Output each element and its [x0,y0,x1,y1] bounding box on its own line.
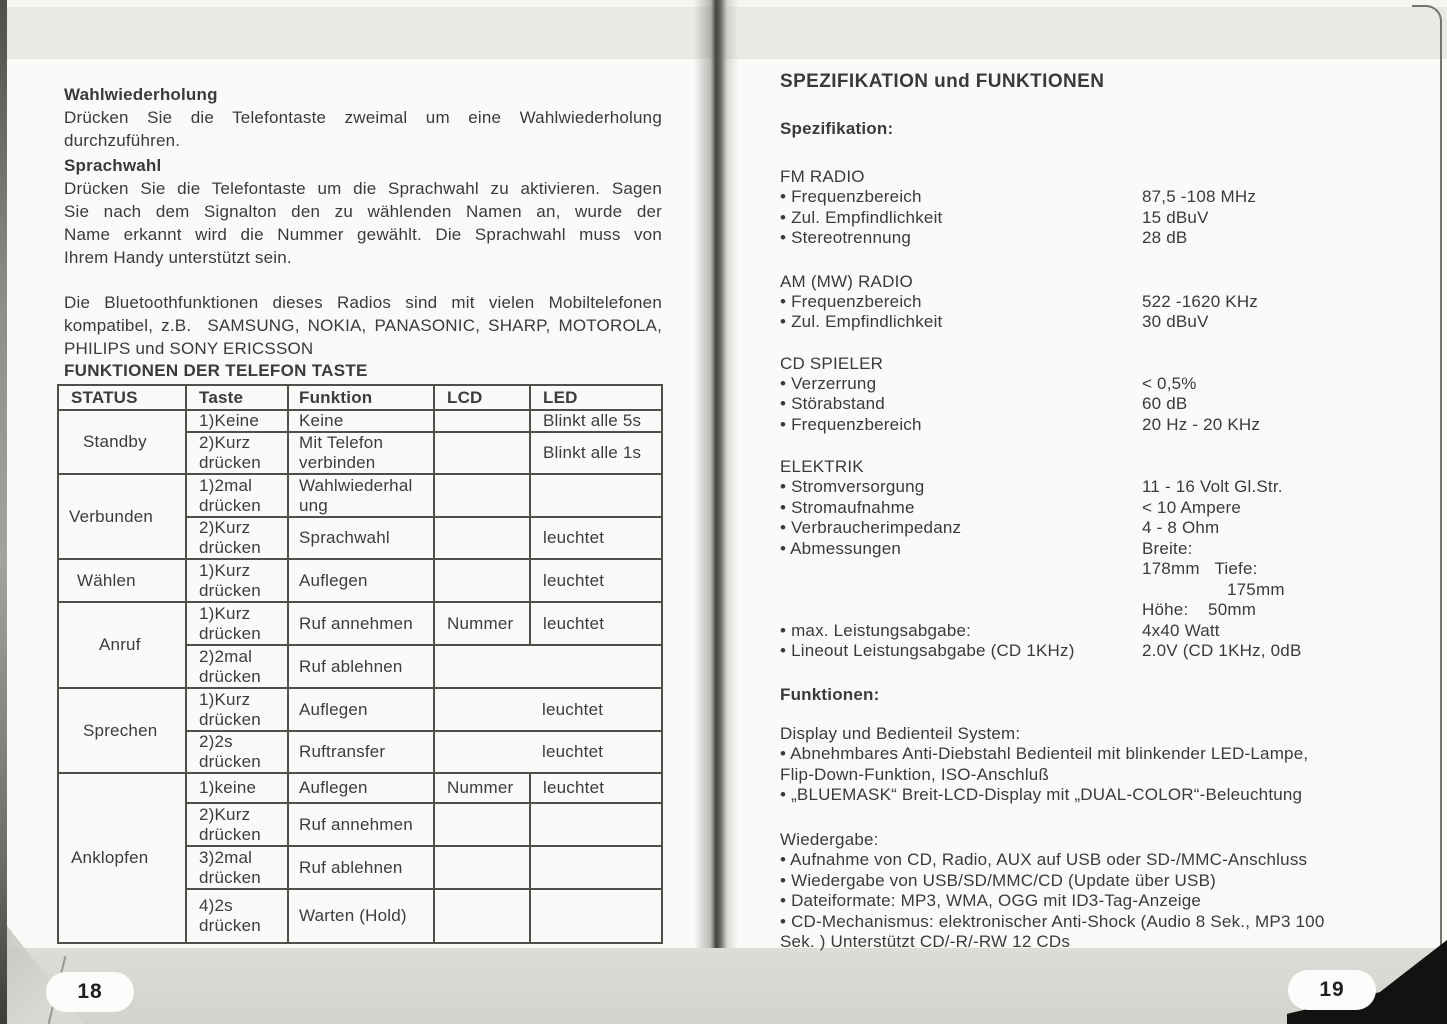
text-line: PHILIPS und SONY ERICSSON [64,339,314,358]
page-number-text: 19 [1319,978,1345,1001]
spec-item [780,394,1408,415]
status-cell: Standby [58,410,186,474]
col-header-taste: Taste [186,385,288,410]
text-line: durchzuführen. [64,131,181,150]
spec-item [780,228,1408,249]
taste-cell: 2)Kurz drücken [186,432,288,474]
spec-value: 4x40 Watt [1142,620,1220,640]
taste-cell: 2)2s drücken [186,731,288,773]
lcd-cell [434,731,530,773]
lcd-cell [434,645,530,688]
text-line: kompatibel, z.B. SAMSUNG, NOKIA, PANASONIC, SHARP, MOTOROLA, [64,316,662,335]
status-cell: Verbunden [58,474,186,559]
status-cell: Wählen [58,559,186,602]
led-cell [530,889,662,943]
lcd-cell [434,889,530,943]
heading-funktionen-der-telefon-taste: FUNKTIONEN DER TELEFON TASTE [64,361,368,380]
led-cell: Blinkt alle 1s [530,432,662,474]
spec-value: 522 -1620 KHz [1142,291,1259,311]
led-cell [530,645,662,688]
paragraph-bluetooth-kompatibilitaet [64,291,662,360]
taste-cell: 1)keine [186,773,288,803]
taste-cell: 2)Kurz drücken [186,803,288,846]
led-cell: Blinkt alle 5s [530,410,662,432]
spec-item [780,621,1408,642]
spec-item [780,498,1408,519]
scan-left-edge [0,0,7,1024]
spec-value: 87,5 -108 MHz [1142,187,1257,206]
table-row [58,559,662,602]
led-cell: leuchtet [530,517,662,559]
text-line: Ihrem Handy unterstützt sein. [64,248,292,267]
spec-value: 20 Hz - 20 KHz [1142,414,1261,434]
scan-bottom-shadow-band [7,948,1441,1024]
taste-cell: 1)2mal drücken [186,474,288,517]
spec-label [780,600,1142,621]
spec-value: < 0,5% [1142,373,1197,393]
status-cell: Anklopfen [58,773,186,943]
col-header-status: STATUS [58,385,186,410]
spec-item [780,415,1408,436]
spec-item [780,312,1408,333]
lcd-cell [434,559,530,602]
col-header-led: LED [530,385,662,410]
spec-value: 4 - 8 Ohm [1142,518,1220,537]
col-header-lcd: LCD [434,385,530,410]
spec-item [780,208,1408,229]
taste-cell: 1)Kurz drücken [186,602,288,645]
spec-label [780,559,1142,580]
spec-group-title: AM (MW) RADIO [780,271,913,291]
spec-item [780,559,1408,580]
lcd-cell [434,517,530,559]
funktion-cell: Keine [288,410,434,432]
spec-value: 60 dB [1142,394,1188,413]
text-line: Sek. ) Unterstützt CD/-R/-RW 12 CDs [780,932,1071,951]
spec-item [780,292,1408,313]
page-right-content [780,70,1408,953]
spec-label: • Abmessungen [780,538,902,558]
text-line: • Aufnahme von CD, Radio, AUX auf USB oder SD-/MMC-Anschluss [780,850,1308,869]
spec-label: • max. Leistungsabgabe: [780,620,972,640]
spec-value: 15 dBuV [1142,207,1209,227]
spec-group-cd-spieler [780,353,1408,436]
funktion-cell: Ruf ablehnen [288,645,434,688]
lcd-cell [434,474,530,517]
page-number-left [46,972,134,1012]
funktion-cell: Warten (Hold) [288,889,434,943]
page-right-edge-line [1440,28,1442,958]
funktion-cell: Auflegen [288,773,434,803]
spec-value: 28 dB [1142,228,1188,247]
taste-cell: 1)Keine [186,410,288,432]
spec-label: • Frequenzbereich [780,414,922,434]
led-cell: leuchtet [530,559,662,602]
spec-group-am-radio [780,271,1408,333]
telefon-taste-table [57,384,663,944]
funktion-cell: Sprachwahl [288,517,434,559]
spec-group-title: ELEKTRIK [780,457,864,476]
spec-label: • Lineout Leistungsabgabe (CD 1KHz) [780,641,1075,660]
spec-label: • Frequenzbereich [780,291,922,311]
taste-cell: 4)2s drücken [186,889,288,943]
page-number-right [1288,970,1376,1010]
table-row [58,688,662,731]
text-line: Name erkannt wird die Nummer gewählt. Die Sprachwahl muss von [64,225,662,244]
status-cell: Sprechen [58,688,186,773]
heading-funktionen: Funktionen: [780,684,880,704]
spec-label: • Verbraucherimpedanz [780,518,962,537]
funktionen-wiedergabe-title: Wiedergabe: [780,829,879,849]
spec-item [780,477,1408,498]
lcd-cell [434,410,530,432]
spec-value: 30 dBuV [1142,312,1209,331]
text-line: Flip-Down-Funktion, ISO-Anschluß [780,764,1050,784]
funktion-cell: Ruftransfer [288,731,434,773]
table-row [58,773,662,803]
spec-label: • Zul. Empfindlichkeit [780,312,943,331]
paragraph-wahlwiederholung [64,106,662,152]
funktion-cell: Auflegen [288,559,434,602]
spec-label: • Störabstand [780,394,885,413]
funktionen-display-title: Display und Bedienteil System: [780,723,1021,743]
funktion-cell: Auflegen [288,688,434,731]
spec-label: • Stereotrennung [780,228,912,247]
taste-cell: 1)Kurz drücken [186,688,288,731]
page-left-content [64,84,662,381]
book-gutter-shadow [694,0,738,1024]
spec-item [780,518,1408,539]
text-line: • CD-Mechanismus: elektronischer Anti-Shock (Audio 8 Sek., MP3 100 [780,911,1325,931]
led-cell: leuchtet [530,688,662,731]
funktion-cell: Ruf annehmen [288,602,434,645]
led-cell [530,803,662,846]
taste-cell: 2)2mal drücken [186,645,288,688]
taste-cell: 1)Kurz drücken [186,559,288,602]
spec-value: Breite: [1142,538,1193,558]
spec-value: 11 - 16 Volt Gl.Str. [1142,477,1283,496]
table-header-row [58,385,662,410]
lcd-cell: Nummer [434,602,530,645]
spec-item [780,374,1408,395]
spec-group-title: CD SPIELER [780,353,884,373]
table-row [58,474,662,517]
spec-label: • Stromaufnahme [780,497,915,517]
heading-sprachwahl: Sprachwahl [64,156,162,175]
spec-label: • Verzerrung [780,373,877,393]
lcd-cell [434,432,530,474]
funktion-cell: Wahlwiederhal ung [288,474,434,517]
funktionen-wiedergabe-section [780,830,1408,953]
lcd-cell [434,803,530,846]
funktion-cell: Ruf annehmen [288,803,434,846]
spec-value: 2.0V (CD 1KHz, 0dB [1142,641,1302,660]
text-line: • Dateiformate: MP3, WMA, OGG mit ID3-Tag-Anzeige [780,891,1202,910]
text-line: • „BLUEMASK“ Breit-LCD-Display mit „DUAL-COLOR“-Beleuchtung [780,785,1303,804]
spec-label: • Stromversorgung [780,477,925,496]
text-line: Drücken Sie die Telefontaste um die Sprachwahl zu aktivieren. Sagen [64,179,662,198]
heading-wahlwiederholung: Wahlwiederholung [64,85,218,104]
spec-item [780,641,1408,662]
spec-value: 178mm Tiefe: [1142,559,1258,578]
spec-label [780,580,1142,601]
lcd-cell [434,846,530,889]
text-line: Drücken Sie die Telefontaste zweimal um eine Wahlwiederholung [64,108,662,127]
spec-value: < 10 Ampere [1142,497,1242,517]
taste-cell: 3)2mal drücken [186,846,288,889]
heading-spezifikation: Spezifikation: [780,119,894,138]
lcd-cell: Nummer [434,773,530,803]
led-cell [530,846,662,889]
text-line: Die Bluetoothfunktionen dieses Radios sind mit vielen Mobiltelefonen [64,293,662,312]
spec-label: • Frequenzbereich [780,187,922,206]
led-cell: leuchtet [530,773,662,803]
spec-item [780,539,1408,560]
col-header-funktion: Funktion [288,385,434,410]
spec-group-fm-radio [780,166,1408,249]
spec-item [780,580,1408,601]
status-cell: Anruf [58,602,186,688]
taste-cell: 2)Kurz drücken [186,517,288,559]
text-line: • Wiedergabe von USB/SD/MMC/CD (Update über USB) [780,870,1216,890]
table-row [58,602,662,645]
lcd-cell [434,688,530,731]
funktion-cell: Ruf ablehnen [288,846,434,889]
spec-group-elektrik [780,456,1408,662]
spec-item [780,600,1408,621]
table-row [58,410,662,432]
page-title: SPEZIFIKATION und FUNKTIONEN [780,71,1105,92]
funktion-cell: Mit Telefon verbinden [288,432,434,474]
spec-value: 175mm [1227,579,1285,599]
page-right-top-corner-edge [1412,5,1442,35]
text-line: • Abnehmbares Anti-Diebstahl Bedienteil mit blinkender LED-Lampe, [780,744,1309,763]
spec-group-title: FM RADIO [780,167,865,186]
led-cell: leuchtet [530,602,662,645]
spec-value: Höhe: 50mm [1142,600,1257,619]
spec-label: • Zul. Empfindlichkeit [780,207,943,227]
page-number-text: 18 [77,980,103,1003]
led-cell: leuchtet [530,731,662,773]
paragraph-sprachwahl [64,177,662,269]
text-line: Sie nach dem Signalton den zu wählenden Namen an, wurde der [64,202,662,221]
spec-item [780,187,1408,208]
led-cell [530,474,662,517]
funktionen-display-section [780,724,1408,806]
